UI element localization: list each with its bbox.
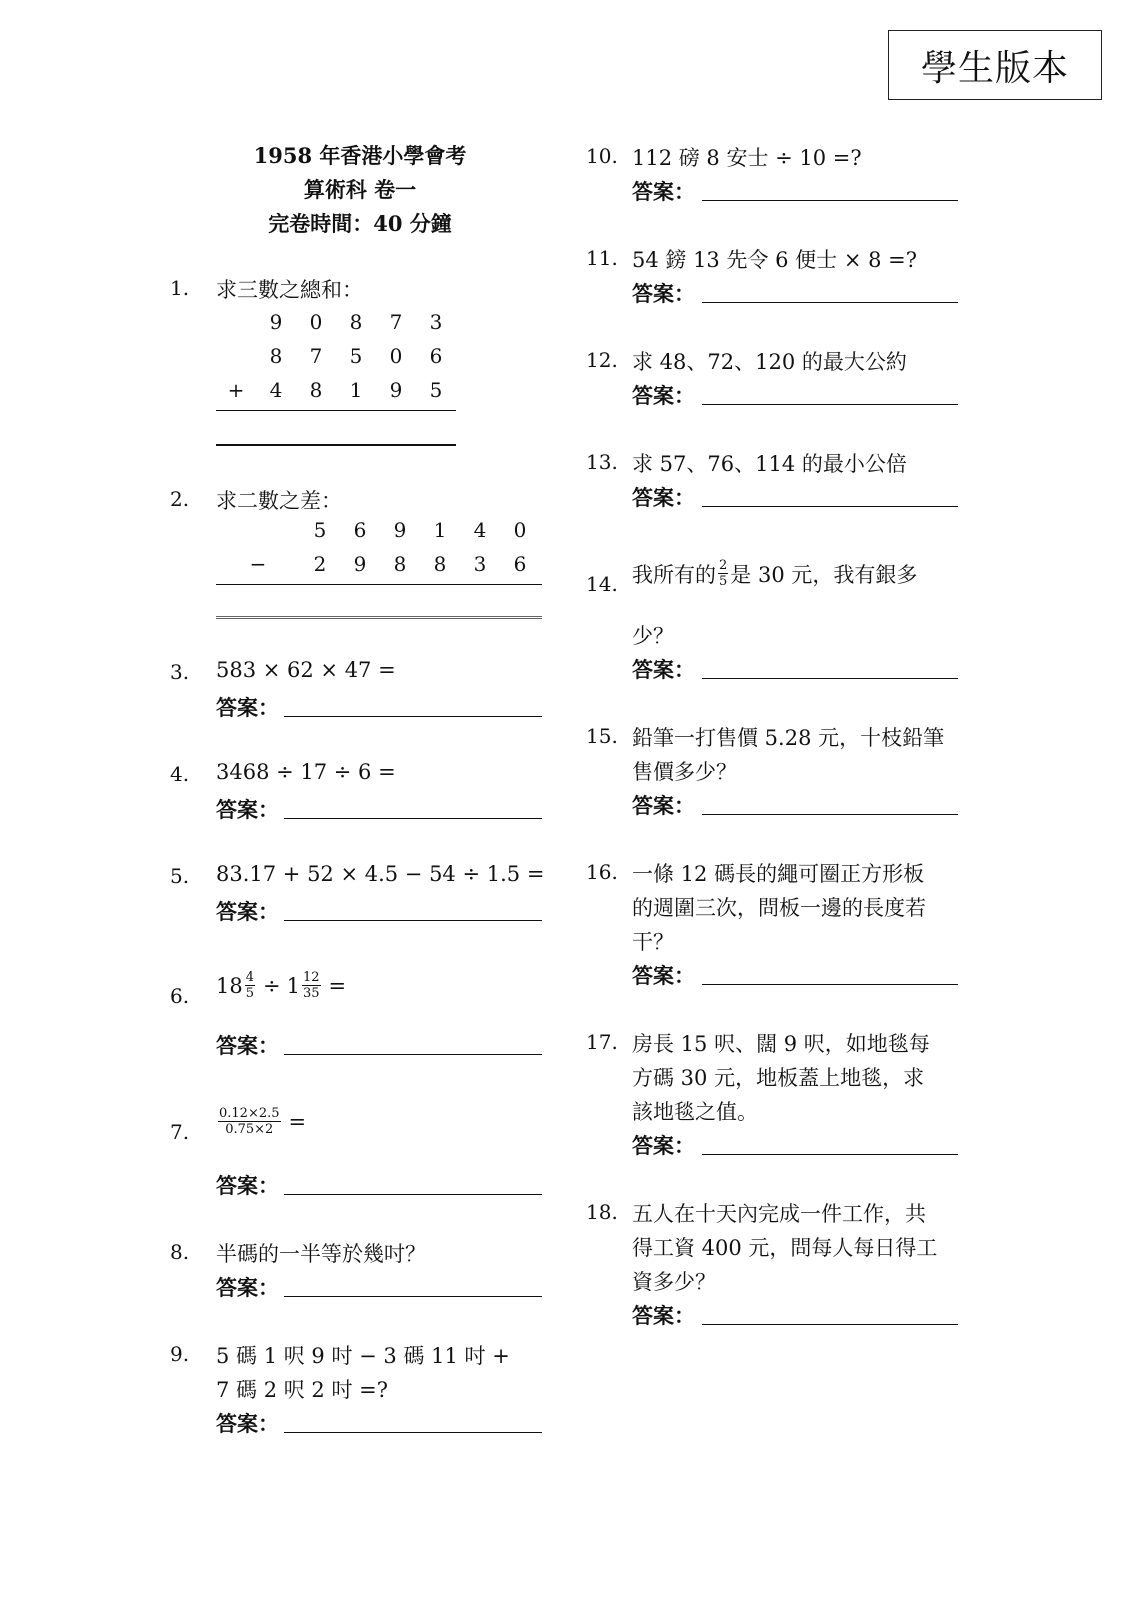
operand-digit: 3	[473, 552, 487, 576]
fraction	[302, 970, 321, 1001]
student-version-badge: 學生版本	[888, 30, 1102, 100]
whole-number: 18	[216, 973, 243, 998]
fraction	[718, 558, 728, 589]
answer-line[interactable]	[216, 444, 456, 446]
fraction-expression	[216, 1106, 306, 1137]
answer-label: 答案：	[216, 1411, 279, 1436]
answer-line[interactable]	[284, 1296, 542, 1297]
equals-sign: =	[328, 973, 347, 998]
exam-duration: 完卷時間：40 分鐘	[268, 211, 452, 236]
addend-digit: 4	[269, 378, 283, 402]
operand-digit: 8	[393, 552, 407, 576]
answer-label: 答案：	[632, 179, 695, 204]
question-text-continued: 售價多少？	[632, 760, 737, 784]
question-text-continued: 方碼 30 元，地板蓋上地毯，求	[632, 1066, 925, 1090]
addend-digit: 6	[429, 344, 443, 368]
question-number: 10.	[586, 144, 618, 168]
answer-line[interactable]	[284, 1432, 542, 1433]
whole-number: 1	[286, 973, 300, 998]
answer-label: 答案：	[632, 793, 695, 818]
answer-line[interactable]	[702, 984, 958, 985]
question-text-continued: 資多少？	[632, 1270, 716, 1294]
answer-label: 答案：	[632, 1303, 695, 1328]
question-text: 583 × 62 × 47 =	[216, 658, 396, 682]
answer-line[interactable]	[702, 814, 958, 815]
question-text: 5 碼 1 呎 9 吋 − 3 碼 11 吋 +	[216, 1344, 510, 1368]
denominator: 35	[303, 986, 320, 1001]
answer-label: 答案：	[216, 899, 279, 924]
question-text-continued: 干？	[632, 930, 674, 954]
answer-line[interactable]	[702, 1154, 958, 1155]
answer-label: 答案：	[216, 1173, 279, 1198]
operand-digit: 4	[473, 518, 487, 542]
question-text-part: 是 30 元，我有銀多	[730, 562, 918, 587]
question-text: 五人在十天內完成一件工作，共	[632, 1202, 926, 1226]
question-number: 17.	[586, 1030, 618, 1054]
denominator: 0.75×2	[225, 1122, 274, 1137]
question-number: 18.	[586, 1200, 618, 1224]
addend-digit: 5	[429, 378, 443, 402]
answer-line[interactable]	[702, 404, 958, 405]
divide-sign: ÷	[263, 973, 281, 998]
operand-digit: 9	[393, 518, 407, 542]
operand-digit: 6	[353, 518, 367, 542]
question-number: 7.	[170, 1120, 190, 1144]
question-number: 5.	[170, 864, 190, 888]
answer-label: 答案：	[216, 695, 279, 720]
question-number: 11.	[586, 246, 618, 270]
question-number: 12.	[586, 348, 618, 372]
fraction	[218, 1106, 281, 1137]
question-text: 鉛筆一打售價 5.28 元，十枝鉛筆	[632, 726, 945, 750]
addend-digit: 8	[349, 310, 363, 334]
question-number: 15.	[586, 724, 618, 748]
question-number: 4.	[170, 762, 190, 786]
numerator: 4	[245, 970, 255, 985]
operand-digit: 5	[313, 518, 327, 542]
addend-digit: 0	[389, 344, 403, 368]
question-number: 16.	[586, 860, 618, 884]
question-text-continued: 得工資 400 元，問每人每日得工	[632, 1236, 938, 1260]
question-number: 14.	[586, 572, 618, 596]
addend-digit: 8	[309, 378, 323, 402]
addend-digit: 8	[269, 344, 283, 368]
difference-line	[216, 584, 542, 585]
answer-line[interactable]	[284, 920, 542, 921]
answer-label: 答案：	[632, 281, 695, 306]
minus-sign: −	[249, 552, 267, 576]
denominator: 5	[245, 986, 255, 1001]
equals-sign: =	[288, 1109, 307, 1134]
question-text-continued: 該地毯之值。	[632, 1100, 758, 1124]
exam-subject: 算術科 卷一	[303, 177, 417, 202]
question-text-part: 我所有的	[632, 562, 716, 587]
mixed-fraction-expression	[216, 970, 346, 1001]
question-text-continued: 少？	[632, 624, 674, 648]
question-text	[632, 558, 917, 589]
addend-digit: 3	[429, 310, 443, 334]
answer-line[interactable]	[702, 678, 958, 679]
question-text: 一條 12 碼長的繩可圈正方形板	[632, 862, 925, 886]
answer-line[interactable]	[702, 302, 958, 303]
addend-digit: 5	[349, 344, 363, 368]
answer-label: 答案：	[632, 963, 695, 988]
numerator: 2	[719, 558, 728, 573]
operand-digit: 0	[513, 518, 527, 542]
question-text: 求 48、72、120 的最大公約	[632, 350, 907, 374]
addend-digit: 9	[269, 310, 283, 334]
question-number: 1.	[170, 276, 190, 300]
question-number: 3.	[170, 660, 190, 684]
question-text: 112 磅 8 安士 ÷ 10 =?	[632, 146, 862, 170]
answer-label: 答案：	[632, 1133, 695, 1158]
plus-sign: +	[227, 378, 245, 402]
answer-label: 答案：	[632, 383, 695, 408]
question-number: 2.	[170, 487, 190, 511]
addend-digit: 0	[309, 310, 323, 334]
sum-line	[216, 410, 456, 411]
operand-digit: 1	[433, 518, 447, 542]
answer-line[interactable]	[702, 1324, 958, 1325]
question-number: 6.	[170, 984, 190, 1008]
operand-digit: 2	[313, 552, 327, 576]
operand-digit: 8	[433, 552, 447, 576]
numerator: 0.12×2.5	[219, 1106, 280, 1121]
answer-label: 答案：	[632, 657, 695, 682]
question-text-continued: 7 碼 2 呎 2 吋 =?	[216, 1378, 388, 1402]
addend-digit: 7	[389, 310, 403, 334]
question-text-continued: 的週圍三次，問板一邊的長度若	[632, 896, 926, 920]
denominator: 5	[719, 574, 728, 589]
question-text: 3468 ÷ 17 ÷ 6 =	[216, 760, 396, 784]
answer-line[interactable]	[284, 1194, 542, 1195]
exam-title: 1958 年香港小學會考	[253, 143, 467, 168]
numerator: 12	[303, 970, 320, 985]
answer-line[interactable]	[284, 818, 542, 819]
answer-line[interactable]	[284, 716, 542, 717]
question-text: 求三數之總和：	[216, 278, 363, 302]
question-text: 54 鎊 13 先令 6 便士 × 8 =?	[632, 248, 918, 272]
addend-digit: 7	[309, 344, 323, 368]
question-text: 半碼的一半等於幾吋？	[216, 1242, 426, 1266]
question-number: 13.	[586, 450, 618, 474]
addend-digit: 1	[349, 378, 363, 402]
answer-label: 答案：	[216, 797, 279, 822]
answer-line[interactable]	[216, 616, 542, 619]
question-text: 求二數之差：	[216, 489, 342, 513]
operand-digit: 9	[353, 552, 367, 576]
question-text: 求 57、76、114 的最小公倍	[632, 452, 907, 476]
question-number: 9.	[170, 1342, 190, 1366]
answer-line[interactable]	[284, 1054, 542, 1055]
answer-line[interactable]	[702, 200, 958, 201]
addend-digit: 9	[389, 378, 403, 402]
answer-label: 答案：	[632, 485, 695, 510]
question-text: 房長 15 呎、闊 9 呎，如地毯每	[632, 1032, 930, 1056]
question-number: 8.	[170, 1240, 190, 1264]
operand-digit: 6	[513, 552, 527, 576]
answer-label: 答案：	[216, 1275, 279, 1300]
question-text: 83.17 + 52 × 4.5 − 54 ÷ 1.5 =	[216, 862, 545, 886]
answer-line[interactable]	[702, 506, 958, 507]
answer-label: 答案：	[216, 1033, 279, 1058]
fraction	[245, 970, 255, 1001]
